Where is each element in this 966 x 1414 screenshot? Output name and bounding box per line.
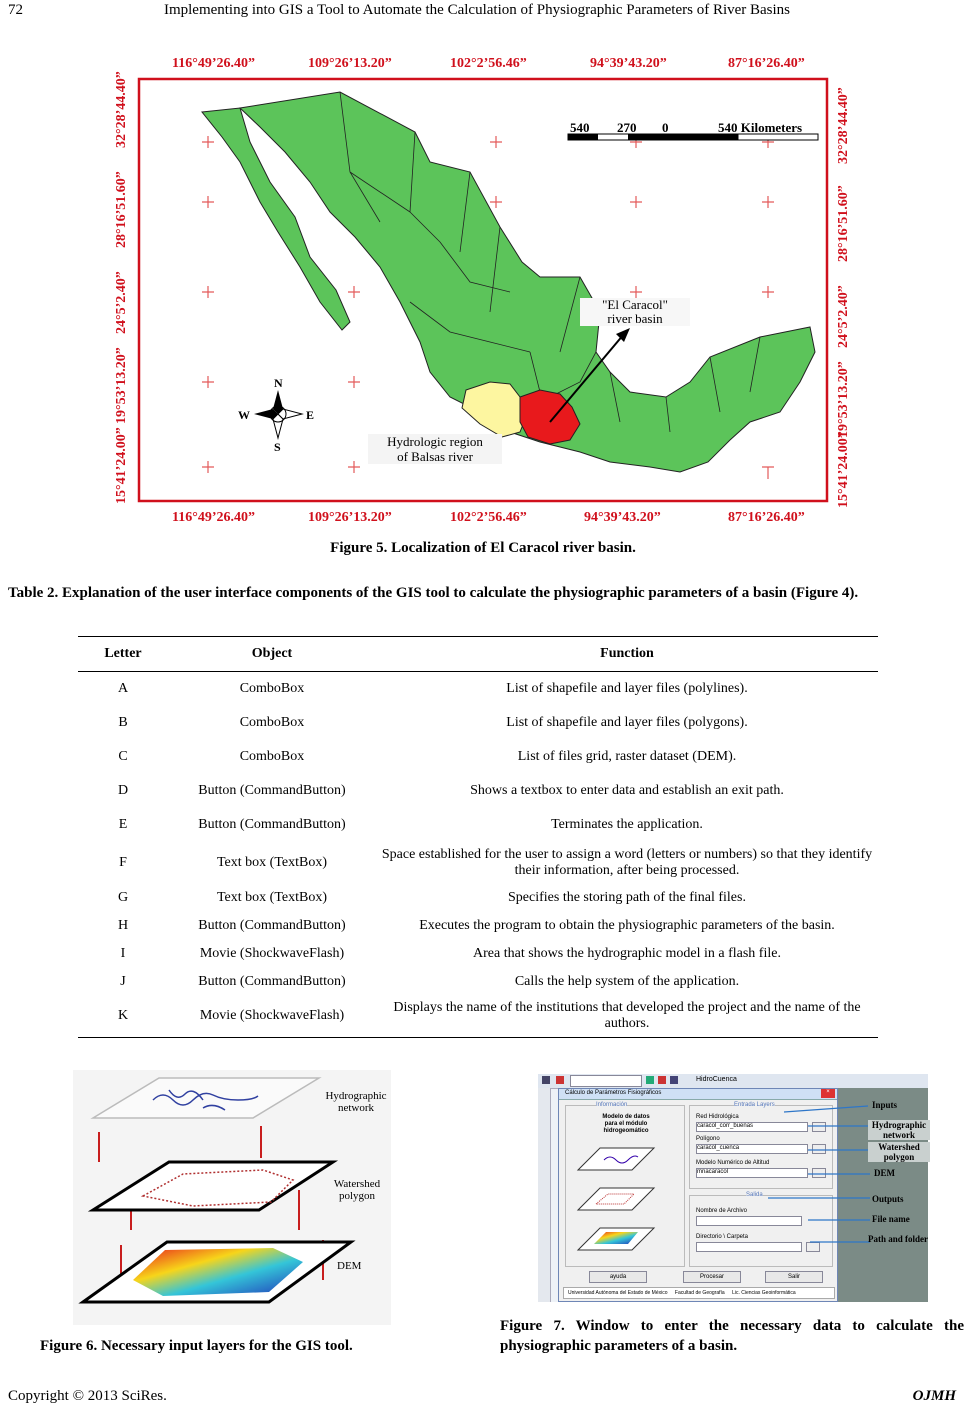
right-coord: 28°16’51.60” bbox=[836, 185, 851, 262]
scale-tick: 270 bbox=[617, 120, 637, 135]
table-row: G Text box (TextBox) Specifies the storing path of the final files. bbox=[117, 889, 746, 905]
figure7-caption: Figure 7. Window to enter the necessary data to calculate the physiographic parameters of a basin. bbox=[500, 1318, 964, 1354]
output-group-label: Salida bbox=[746, 1192, 763, 1198]
scale-tick: 540 Kilometers bbox=[718, 120, 803, 135]
process-button[interactable]: Procesar bbox=[683, 1271, 741, 1283]
header-letter: Letter bbox=[78, 637, 168, 672]
right-coord: 19°53’13.20” bbox=[836, 361, 851, 438]
layer-label-dem: DEM bbox=[337, 1260, 362, 1272]
top-coord: 102°2’56.46” bbox=[450, 56, 527, 71]
table-row: H Button (CommandButton) Executes the program to obtain the physiographic parameters of the basin. bbox=[117, 917, 835, 933]
header-object: Object bbox=[168, 637, 376, 672]
top-coord: 94°39’43.20” bbox=[590, 56, 667, 71]
compass-w: W bbox=[238, 408, 250, 422]
table2-caption: Table 2. Explanation of the user interface components of the GIS tool to calculate the physiographic parameters of a basin (Figure 4). bbox=[8, 585, 859, 601]
figure6-layers bbox=[73, 1070, 391, 1325]
watershed-plane bbox=[93, 1162, 333, 1210]
red-label: Red Hidrológica bbox=[696, 1114, 739, 1120]
table-row: E Button (CommandButton) Terminates the application. bbox=[118, 816, 703, 832]
table-row: K Movie (ShockwaveFlash) Displays the name of the institutions that developed the project and the name of the authors. bbox=[78, 996, 878, 1038]
table-row: J Button (CommandButton) Calls the help system of the application. bbox=[120, 973, 740, 989]
right-coord: 15°41’24.00” bbox=[836, 431, 851, 508]
figure6-caption: Figure 6. Necessary input layers for the GIS tool. bbox=[40, 1338, 353, 1354]
journal-name: OJMH bbox=[912, 1388, 956, 1404]
left-coord: 28°16’51.60” bbox=[114, 171, 129, 248]
basin-label: "El Caracol" river basin bbox=[580, 298, 690, 326]
scale-tick: 540 bbox=[570, 120, 590, 135]
dem-label: Modelo Numérico de Altitud bbox=[696, 1160, 770, 1166]
help-button[interactable]: ayuda bbox=[589, 1271, 647, 1283]
region-label: Hydrologic region of Balsas river bbox=[368, 434, 502, 464]
right-coord: 24°5’2.40” bbox=[836, 285, 851, 348]
bottom-coord: 94°39’43.20” bbox=[584, 510, 661, 525]
left-coord: 19°53’13.20” bbox=[114, 347, 129, 424]
scale-tick: 0 bbox=[662, 120, 669, 135]
left-coord: 24°5’2.40” bbox=[114, 271, 129, 334]
map-figure bbox=[110, 52, 856, 530]
compass-n: N bbox=[274, 376, 283, 390]
close-icon[interactable]: × bbox=[821, 1089, 835, 1098]
annotation-arrows bbox=[538, 1074, 928, 1302]
compass-s: S bbox=[274, 440, 281, 454]
table-row: D Button (CommandButton) Shows a textbox to enter data and establish an exit path. bbox=[117, 782, 784, 798]
red-combobox[interactable]: caracol_corr_buenas bbox=[696, 1122, 808, 1132]
compass-e: E bbox=[306, 408, 315, 422]
bottom-coord: 87°16’26.40” bbox=[728, 510, 805, 525]
inputs-group-label: Entrada Layers bbox=[734, 1102, 775, 1108]
bottom-coord: 116°49’26.40” bbox=[172, 510, 255, 525]
page-number: 72 bbox=[8, 2, 23, 18]
running-title: Implementing into GIS a Tool to Automate the Calculation of Physiographic Parameters of River Basins bbox=[163, 2, 791, 18]
dem-combobox[interactable]: mnacaracol bbox=[696, 1168, 808, 1178]
table-row: I Movie (ShockwaveFlash) Area that shows the hydrographic model in a flash file. bbox=[120, 945, 781, 961]
table-header-row bbox=[78, 637, 878, 672]
right-coord: 32°28’44.40” bbox=[836, 87, 851, 164]
top-coord: 87°16’26.40” bbox=[728, 56, 805, 71]
table-row: C ComboBox List of files grid, raster dataset (DEM). bbox=[118, 748, 737, 764]
top-coord: 109°26’13.20” bbox=[308, 56, 392, 71]
left-coord: 15°41’24.00” bbox=[114, 427, 129, 504]
dir-label: Directorio \ Carpeta bbox=[696, 1234, 749, 1240]
bottom-coord: 109°26’13.20” bbox=[308, 510, 392, 525]
layer-label-watershed: Watershed polygon bbox=[333, 1178, 381, 1202]
hydro-plane bbox=[93, 1078, 319, 1118]
parameters-table bbox=[78, 636, 878, 1038]
hidrocuenca-menu[interactable]: HidroCuenca bbox=[696, 1076, 737, 1083]
table-row: A ComboBox List of shapefile and layer files (polylines). bbox=[117, 680, 748, 696]
dialog-title: Cálculo de Parámetros Fisiográficos bbox=[565, 1090, 662, 1096]
poly-combobox[interactable]: caracol_cuenca bbox=[696, 1144, 808, 1154]
bottom-coord: 102°2’56.46” bbox=[450, 510, 527, 525]
table-row: F Text box (TextBox) Space established for the user to assign a word (letters or numbers) so that they identify their information, after being processed. bbox=[119, 846, 873, 878]
table-row: B ComboBox List of shapefile and layer files (polygons). bbox=[118, 714, 748, 730]
institutions-banner: Universidad Autónoma del Estado de México Facultad de Geografía Lic. Ciencias Geoinformática bbox=[563, 1287, 835, 1299]
page-header bbox=[0, 0, 966, 24]
left-coord: 32°28’44.40” bbox=[114, 71, 129, 148]
poly-label: Polígono bbox=[696, 1136, 720, 1142]
figure5-caption: Figure 5. Localization of El Caracol river basin. bbox=[330, 540, 636, 556]
header-function: Function bbox=[376, 637, 878, 672]
copyright: Copyright © 2013 SciRes. bbox=[8, 1388, 167, 1404]
file-label: Nombre de Archivo bbox=[696, 1208, 748, 1214]
exit-button[interactable]: Salir bbox=[765, 1271, 823, 1283]
info-group-label: Información bbox=[596, 1102, 628, 1108]
top-coord: 116°49’26.40” bbox=[172, 56, 255, 71]
figure7-window-screenshot: HidroCuenca Cálculo de Parámetros Fisiográficos × Información Modelo de datos para el módulo hidrogeomático Entrada Layers Red Hidrológica caracol_corr_buenas Polígono caracol_cuenca Modelo Numérico de Altitud mnacaracol Salida Nombre de Archivo Directorio \ Carpeta ayuda Procesar Salir Universidad Autónoma del Estado de México Facultad de Geografía Lic. Ciencias Geoinformática Inputs Hydrographic network Watershed polygon DEM Outputs File name Path and folder bbox=[538, 1074, 928, 1302]
info-title: Modelo de datos para el módulo hidrogeomático bbox=[602, 1114, 650, 1134]
layer-label-hydro: Hydrographic network bbox=[323, 1090, 389, 1114]
